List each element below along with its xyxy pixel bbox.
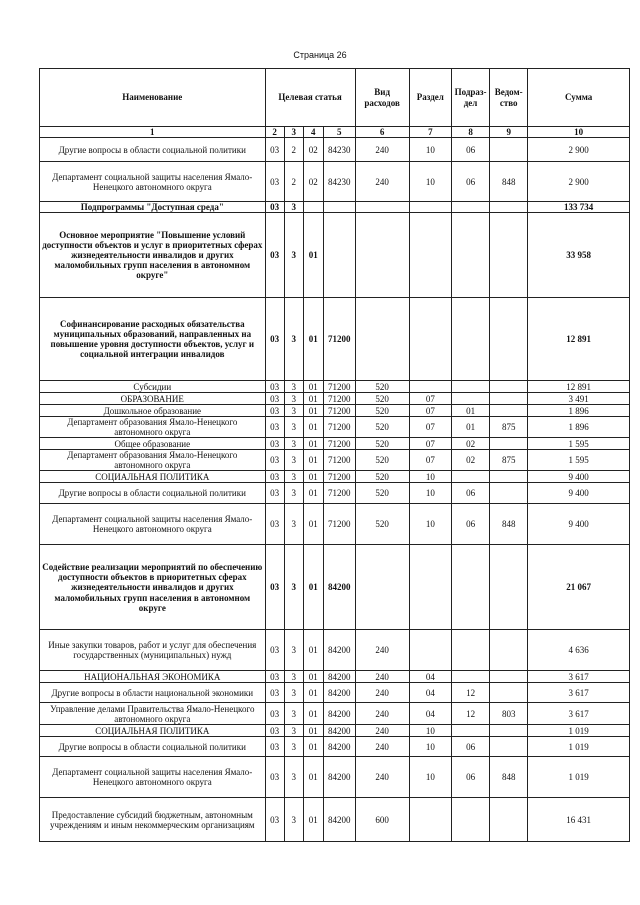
target-code-2: 3 [284,683,303,703]
expense-type-code [355,545,409,630]
subsection-code [452,545,490,630]
target-code-1: 03 [265,138,284,162]
target-code-2: 3 [284,703,303,725]
row-name: Управление делами Правительства Ямало-Ненецкого автономного округа [40,703,266,725]
expense-type-code [355,202,409,213]
section-code: 04 [409,703,451,725]
target-code-4: 71200 [323,417,355,438]
table-row [40,471,630,483]
target-code-1: 03 [265,483,284,504]
target-code-3: 02 [303,162,323,202]
target-code-1: 03 [265,683,284,703]
table-row [40,450,630,471]
row-sum: 9 400 [528,504,630,545]
subsection-code [452,471,490,483]
table-row [40,798,630,842]
expense-type-code: 240 [355,683,409,703]
row-sum: 1 019 [528,725,630,737]
expense-type-code: 600 [355,798,409,842]
column-number: 10 [528,127,630,138]
target-code-3: 01 [303,483,323,504]
table-row [40,504,630,545]
target-code-2: 3 [284,450,303,471]
target-code-4: 71200 [323,393,355,405]
target-code-2: 3 [284,545,303,630]
expense-type-code [355,213,409,298]
department-code [490,405,528,417]
target-code-1: 03 [265,725,284,737]
target-code-2: 3 [284,757,303,798]
target-code-4 [323,202,355,213]
subsection-code: 12 [452,703,490,725]
table-row [40,703,630,725]
table-row [40,298,630,381]
target-code-3: 01 [303,504,323,545]
target-code-3 [303,202,323,213]
header-subsection: Подраз-дел [452,69,490,127]
header-section: Раздел [409,69,451,127]
target-code-4: 84230 [323,162,355,202]
expense-type-code: 240 [355,757,409,798]
expense-type-code: 520 [355,483,409,504]
subsection-code [452,381,490,393]
target-code-1: 03 [265,381,284,393]
row-sum: 1 896 [528,405,630,417]
column-number: 5 [323,127,355,138]
target-code-1: 03 [265,545,284,630]
target-code-1: 03 [265,757,284,798]
table-row [40,202,630,213]
row-name: Департамент образования Ямало-Ненецкого автономного округа [40,417,266,438]
header-expense-type: Вид расходов [355,69,409,127]
target-code-4: 84200 [323,630,355,671]
target-code-4: 84200 [323,737,355,757]
department-code [490,213,528,298]
subsection-code: 02 [452,450,490,471]
expense-type-code: 520 [355,438,409,450]
row-name: Другие вопросы в области социальной политики [40,737,266,757]
section-code: 10 [409,471,451,483]
row-name: Департамент социальной защиты населения Ямало-Ненецкого автономного округа [40,504,266,545]
table-row [40,138,630,162]
department-code [490,438,528,450]
target-code-4: 71200 [323,483,355,504]
expense-type-code: 520 [355,450,409,471]
row-sum: 9 400 [528,471,630,483]
table-header-row [40,69,630,127]
expense-type-code: 240 [355,725,409,737]
table-row [40,417,630,438]
target-code-2: 3 [284,471,303,483]
department-code: 848 [490,757,528,798]
section-code: 07 [409,417,451,438]
target-code-2: 3 [284,213,303,298]
subsection-code: 01 [452,405,490,417]
row-sum: 1 019 [528,757,630,798]
header-name: Наименование [40,69,266,127]
department-code [490,545,528,630]
target-code-1: 03 [265,630,284,671]
subsection-code [452,725,490,737]
target-code-3: 01 [303,471,323,483]
row-sum: 3 617 [528,683,630,703]
target-code-2: 2 [284,162,303,202]
department-code: 875 [490,417,528,438]
expense-type-code: 520 [355,381,409,393]
target-code-2: 3 [284,405,303,417]
table-row [40,438,630,450]
row-sum: 12 891 [528,381,630,393]
target-code-4: 71200 [323,504,355,545]
target-code-4: 84230 [323,138,355,162]
target-code-2: 3 [284,393,303,405]
department-code: 848 [490,162,528,202]
target-code-3: 01 [303,683,323,703]
table-row [40,483,630,504]
subsection-code [452,671,490,683]
target-code-3: 01 [303,737,323,757]
row-sum: 1 019 [528,737,630,757]
column-number: 1 [40,127,266,138]
department-code [490,138,528,162]
section-code: 07 [409,438,451,450]
row-sum: 2 900 [528,162,630,202]
row-name: ОБРАЗОВАНИЕ [40,393,266,405]
expense-type-code: 240 [355,630,409,671]
row-name: Департамент социальной защиты населения Ямало-Ненецкого автономного округа [40,162,266,202]
target-code-1: 03 [265,703,284,725]
target-code-3: 01 [303,298,323,381]
section-code [409,202,451,213]
department-code [490,671,528,683]
expense-type-code: 520 [355,393,409,405]
expense-type-code [355,298,409,381]
target-code-3: 01 [303,213,323,298]
section-code [409,213,451,298]
row-name: Общее образование [40,438,266,450]
department-code [490,630,528,671]
target-code-3: 01 [303,757,323,798]
target-code-1: 03 [265,202,284,213]
department-code [490,725,528,737]
row-name: СОЦИАЛЬНАЯ ПОЛИТИКА [40,725,266,737]
section-code: 10 [409,737,451,757]
target-code-1: 03 [265,438,284,450]
row-sum: 1 896 [528,417,630,438]
target-code-4: 71200 [323,438,355,450]
row-name: Предоставление субсидий бюджетным, автономным учреждениям и иным некоммерческим организациям [40,798,266,842]
target-code-1: 03 [265,393,284,405]
target-code-4: 84200 [323,757,355,798]
target-code-2: 3 [284,438,303,450]
target-code-4: 71200 [323,381,355,393]
department-code [490,471,528,483]
department-code [490,683,528,703]
row-sum: 12 891 [528,298,630,381]
department-code [490,381,528,393]
target-code-3: 01 [303,725,323,737]
expense-type-code: 520 [355,405,409,417]
target-code-1: 03 [265,162,284,202]
target-code-1: 03 [265,405,284,417]
column-number: 7 [409,127,451,138]
row-sum: 21 067 [528,545,630,630]
section-code [409,630,451,671]
subsection-code: 06 [452,737,490,757]
table-row [40,737,630,757]
section-code [409,798,451,842]
target-code-4 [323,213,355,298]
department-code: 803 [490,703,528,725]
row-sum: 1 595 [528,438,630,450]
row-name: Другие вопросы в области социальной политики [40,138,266,162]
target-code-3: 01 [303,798,323,842]
header-target-article: Целевая статья [265,69,355,127]
row-name: Подпрограммы "Доступная среда" [40,202,266,213]
target-code-2: 3 [284,798,303,842]
subsection-code: 06 [452,504,490,545]
section-code [409,298,451,381]
expense-type-code: 240 [355,671,409,683]
target-code-2: 3 [284,725,303,737]
column-number-row [40,127,630,138]
table-row [40,381,630,393]
row-sum: 9 400 [528,483,630,504]
subsection-code: 06 [452,483,490,504]
target-code-4: 84200 [323,725,355,737]
target-code-3: 01 [303,703,323,725]
row-sum: 133 734 [528,202,630,213]
column-number: 4 [303,127,323,138]
target-code-3: 01 [303,630,323,671]
target-code-3: 01 [303,438,323,450]
page-number-label: Страница 26 [293,50,347,60]
target-code-2: 3 [284,630,303,671]
column-number: 2 [265,127,284,138]
row-name: Иные закупки товаров, работ и услуг для обеспечения государственных (муниципальных) нужд [40,630,266,671]
target-code-4: 84200 [323,683,355,703]
section-code: 04 [409,683,451,703]
row-sum: 2 900 [528,138,630,162]
section-code: 10 [409,138,451,162]
department-code [490,393,528,405]
target-code-4: 84200 [323,671,355,683]
expense-type-code: 520 [355,417,409,438]
target-code-2: 3 [284,504,303,545]
department-code: 848 [490,504,528,545]
table-body [40,138,630,842]
row-name: НАЦИОНАЛЬНАЯ ЭКОНОМИКА [40,671,266,683]
target-code-1: 03 [265,471,284,483]
row-sum: 33 958 [528,213,630,298]
subsection-code [452,630,490,671]
table-row [40,213,630,298]
department-code [490,737,528,757]
table-row [40,725,630,737]
target-code-4: 84200 [323,545,355,630]
subsection-code [452,798,490,842]
expense-type-code: 240 [355,737,409,757]
section-code: 10 [409,504,451,545]
row-sum: 3 491 [528,393,630,405]
target-code-3: 01 [303,405,323,417]
target-code-2: 3 [284,671,303,683]
target-code-3: 01 [303,671,323,683]
row-name: Другие вопросы в области национальной экономики [40,683,266,703]
table-row [40,683,630,703]
target-code-3: 02 [303,138,323,162]
header-sum: Сумма [528,69,630,127]
table-row [40,162,630,202]
department-code [490,798,528,842]
target-code-3: 01 [303,417,323,438]
department-code [490,483,528,504]
target-code-3: 01 [303,450,323,471]
section-code [409,545,451,630]
section-code [409,381,451,393]
header-department: Ведом-ство [490,69,528,127]
section-code: 10 [409,757,451,798]
target-code-1: 03 [265,798,284,842]
department-code [490,202,528,213]
subsection-code: 02 [452,438,490,450]
column-number: 8 [452,127,490,138]
target-code-2: 2 [284,138,303,162]
section-code: 07 [409,393,451,405]
subsection-code: 06 [452,757,490,798]
row-name: Основное мероприятие "Повышение условий доступности объектов и услуг в приоритетных сферах жизнедеятельности инвалидов и других маломобильных групп населения в автономном округе" [40,213,266,298]
subsection-code: 01 [452,417,490,438]
row-name: Другие вопросы в области социальной политики [40,483,266,504]
target-code-4: 71200 [323,471,355,483]
expense-type-code: 520 [355,471,409,483]
target-code-2: 3 [284,298,303,381]
target-code-1: 03 [265,417,284,438]
target-code-4: 84200 [323,798,355,842]
column-number: 9 [490,127,528,138]
row-sum: 3 617 [528,671,630,683]
subsection-code: 12 [452,683,490,703]
target-code-1: 03 [265,671,284,683]
target-code-1: 03 [265,213,284,298]
target-code-1: 03 [265,298,284,381]
target-code-2: 3 [284,737,303,757]
table-row [40,545,630,630]
row-name: СОЦИАЛЬНАЯ ПОЛИТИКА [40,471,266,483]
row-name: Департамент образования Ямало-Ненецкого автономного округа [40,450,266,471]
target-code-4: 71200 [323,298,355,381]
target-code-3: 01 [303,381,323,393]
expense-type-code: 240 [355,703,409,725]
section-code: 10 [409,162,451,202]
subsection-code [452,202,490,213]
expense-type-code: 240 [355,162,409,202]
department-code: 875 [490,450,528,471]
section-code: 10 [409,483,451,504]
table-row [40,757,630,798]
row-sum: 1 595 [528,450,630,471]
table-row [40,630,630,671]
table-row [40,671,630,683]
subsection-code [452,213,490,298]
target-code-1: 03 [265,504,284,545]
row-name: Дошкольное образование [40,405,266,417]
target-code-4: 71200 [323,405,355,417]
subsection-code [452,298,490,381]
section-code: 07 [409,405,451,417]
table-row [40,393,630,405]
expense-type-code: 520 [355,504,409,545]
column-number: 3 [284,127,303,138]
expense-type-code: 240 [355,138,409,162]
row-sum: 16 431 [528,798,630,842]
column-number: 6 [355,127,409,138]
subsection-code [452,393,490,405]
section-code: 04 [409,671,451,683]
target-code-2: 3 [284,381,303,393]
row-name: Департамент социальной защиты населения Ямало-Ненецкого автономного округа [40,757,266,798]
row-sum: 3 617 [528,703,630,725]
target-code-2: 3 [284,417,303,438]
target-code-4: 71200 [323,450,355,471]
target-code-3: 01 [303,393,323,405]
target-code-2: 3 [284,202,303,213]
subsection-code: 06 [452,162,490,202]
target-code-1: 03 [265,737,284,757]
budget-table [39,68,630,842]
target-code-4: 84200 [323,703,355,725]
target-code-3: 01 [303,545,323,630]
row-name: Субсидии [40,381,266,393]
table-row [40,405,630,417]
target-code-1: 03 [265,450,284,471]
row-name: Содействие реализации мероприятий по обеспечению доступности объектов в приоритетных сферах жизнедеятельности инвалидов и других маломобильных групп населения в автономном округе [40,545,266,630]
section-code: 10 [409,725,451,737]
row-name: Софинансирование расходных обязательства муниципальных образований, направленных на повышение уровня доступности объектов, услуг и социальной интеграции инвалидов [40,298,266,381]
row-sum: 4 636 [528,630,630,671]
subsection-code: 06 [452,138,490,162]
section-code: 07 [409,450,451,471]
target-code-2: 3 [284,483,303,504]
department-code [490,298,528,381]
